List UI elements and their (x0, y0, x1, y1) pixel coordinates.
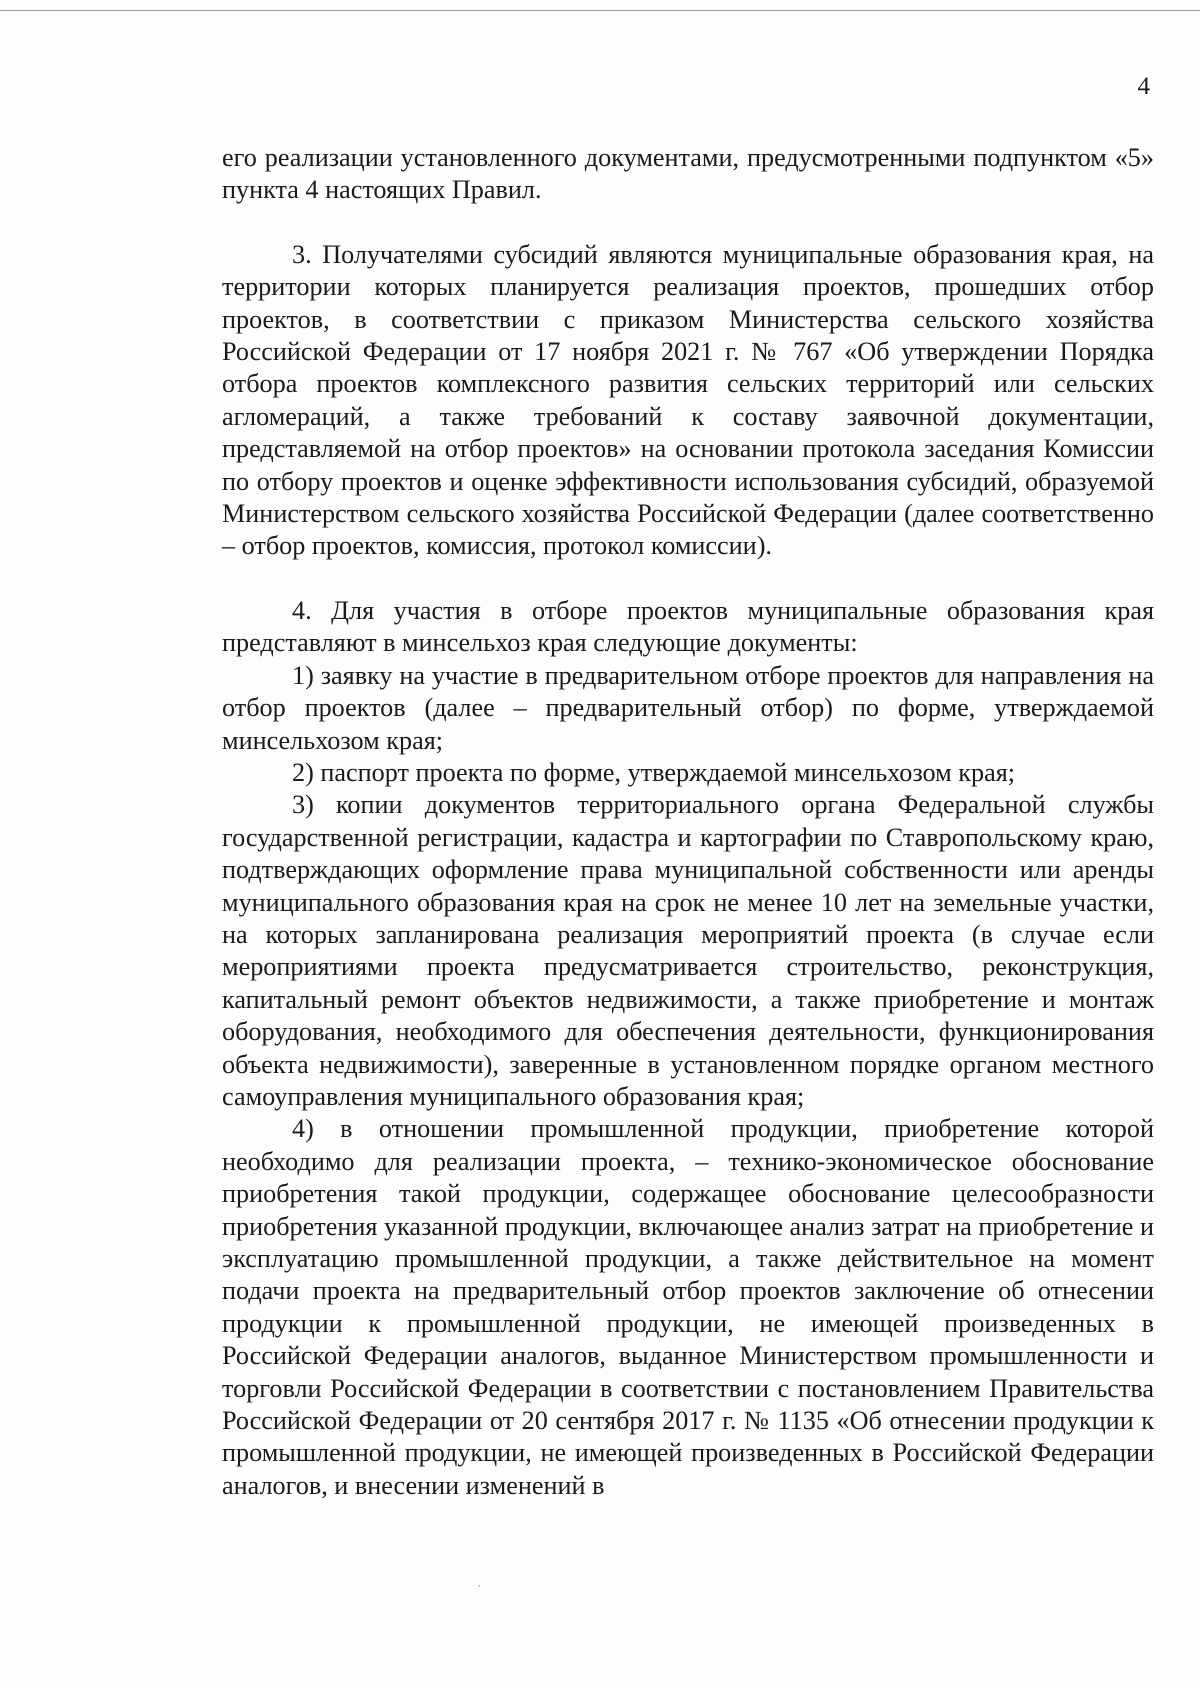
list-item-3: 3) копии документов территориального органа Федеральной службы государственной регистрации, кадастра и картографии по Ставропольскому краю, подтверждающих оформление права муниципальной собственности или аренды муниципального образования края на срок не менее 10 лет на земельные участки, на которых запланирована реализация мероприятий проекта (в случае если мероприятиями проекта предусматривается строительство, реконструкция, капитальный ремонт объектов недвижимости, а также приобретение и монтаж оборудования, необходимого для обеспечения деятельности, функционирования объекта недвижимости), заверенные в установленном порядке органом местного самоуправления муниципального образования края; (222, 790, 1154, 1111)
paragraph-continuation: его реализации установленного документами, предусмотренными подпунктом «5» пункта 4 настоящих Правил. (222, 143, 1154, 205)
scan-speck (478, 1585, 480, 1587)
paragraph-clause-3: 3. Получателями субсидий являются муниципальные образования края, на территории которых планируется реализация проектов, прошедших отбор проектов, в соответствии с приказом Министерства сельского хозяйства Российской Федерации от 17 ноября 2021 г. № 767 «Об утверждении Порядка отбора проектов комплексного развития сельских территорий или сельских агломераций, а также требований к составу заявочной документации, представляемой на отбор проектов» на основании протокола заседания Комиссии по отбору проектов и оценке эффективности использования субсидий, образуемой Министерством сельского хозяйства Российской Федерации (далее соответственно – отбор проектов, комиссия, протокол комиссии). (222, 239, 1154, 561)
paragraph-clause-4: 4. Для участия в отборе проектов муниципальные образования края представляют в минсельхоз края следующие документы: (222, 595, 1154, 658)
document-body (222, 142, 1154, 1502)
page-number: 4 (1137, 73, 1150, 100)
scan-top-edge (0, 10, 1200, 11)
list-item-1: 1) заявку на участие в предварительном отборе проектов для направления на отбор проектов (далее – предварительный отбор) по форме, утверждаемой минсельхозом края; (222, 660, 1154, 755)
list-item-4: 4) в отношении промышленной продукции, приобретение которой необходимо для реализации проекта, – технико-экономическое обоснование приобретения такой продукции, содержащее обоснование целесообразности приобретения указанной продукции, включающее анализ затрат на приобретение и эксплуатацию промышленной продукции, а также действительное на момент подачи проекта на предварительный отбор проектов заключение об отнесении продукции к промышленной продукции, не имеющей произведенных в Российской Федерации аналогов, выданное Министерством промышленности и торговли Российской Федерации в соответствии с постановлением Правительства Российской Федерации от 20 сентября 2017 г. № 1135 «Об отнесении продукции к промышленной продукции, не имеющей произведенных в Российской Федерации аналогов, и внесении изменений в (222, 1114, 1154, 1500)
list-item-2: 2) паспорт проекта по форме, утверждаемой минсельхозом края; (292, 757, 1016, 787)
